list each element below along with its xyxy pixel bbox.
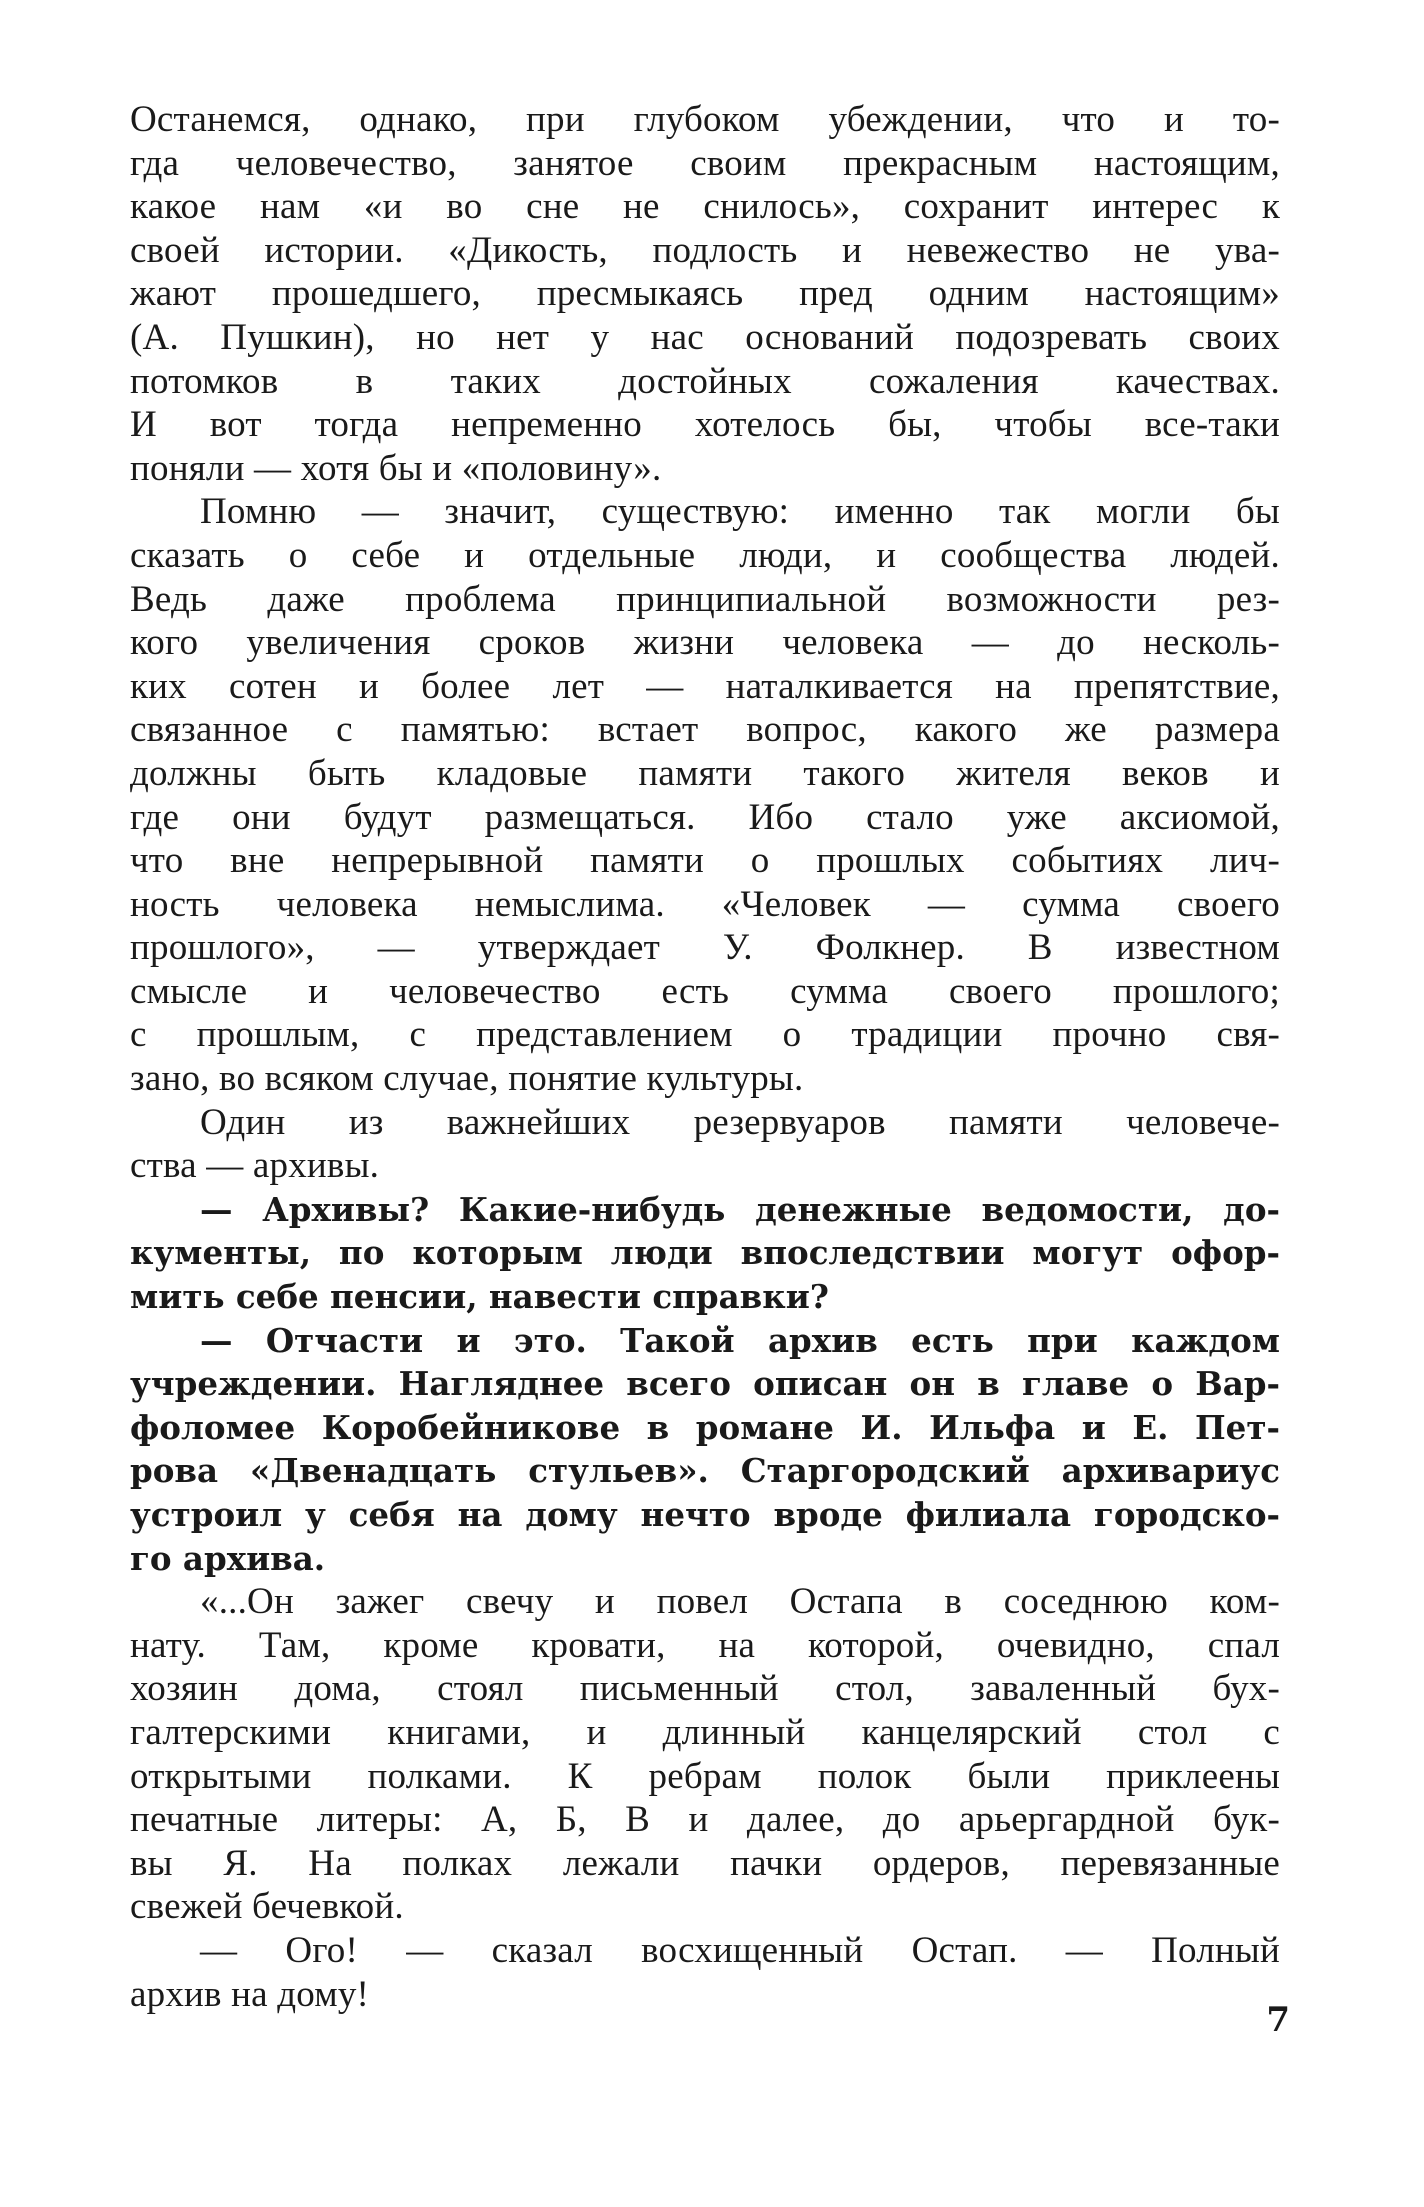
text-line: смысле и человечество есть сумма своего прошлого; bbox=[130, 970, 1280, 1012]
dialogue-answer bbox=[130, 1319, 1280, 1581]
text-line: «...Он зажег свечу и повел Остапа в соседнюю ком- bbox=[200, 1581, 1280, 1623]
paragraph-2 bbox=[130, 490, 1280, 1100]
text-line: Один из важнейших резервуаров памяти человече- bbox=[200, 1101, 1280, 1143]
text-line: архив на дому! bbox=[130, 1973, 370, 2015]
quotation-dialogue bbox=[130, 1929, 1280, 2016]
text-line: зано, во всяком случае, понятие культуры. bbox=[130, 1058, 804, 1100]
quotation-paragraph bbox=[130, 1580, 1280, 1929]
text-line: мить себе пенсии, навести справки? bbox=[130, 1277, 829, 1317]
text-line: печатные литеры: А, Б, В и далее, до арьергардной бук- bbox=[130, 1799, 1280, 1841]
text-line: Ведь даже проблема принципиальной возможности рез- bbox=[130, 578, 1280, 620]
text-line: гда человечество, занятое своим прекрасным настоящим, bbox=[130, 142, 1280, 184]
text-line: кого увеличения сроков жизни человека — до несколь- bbox=[130, 622, 1280, 664]
paragraph-3 bbox=[130, 1101, 1280, 1188]
text-line: должны быть кладовые памяти такого жителя веков и bbox=[130, 752, 1280, 794]
text-line: какое нам «и во сне не снилось», сохранит интерес к bbox=[130, 186, 1280, 228]
text-line: (А. Пушкин), но нет у нас оснований подозревать своих bbox=[130, 316, 1280, 358]
text-line: ность человека немыслима. «Человек — сумма своего bbox=[130, 883, 1280, 925]
text-line: своей истории. «Дикость, подлость и невежество не ува- bbox=[130, 229, 1280, 271]
text-line: открытыми полками. К ребрам полок были приклеены bbox=[130, 1755, 1280, 1797]
text-line: устроил у себя на дому нечто вроде филиала городско- bbox=[130, 1495, 1280, 1534]
text-line: с прошлым, с представлением о традиции прочно свя- bbox=[130, 1014, 1280, 1056]
text-line: Останемся, однако, при глубоком убеждении, что и то- bbox=[130, 99, 1280, 140]
text-line: Помню — значит, существую: именно так могли бы bbox=[200, 491, 1280, 533]
paragraph-1 bbox=[130, 98, 1280, 490]
text-line: где они будут размещаться. Ибо стало уже аксиомой, bbox=[130, 796, 1280, 838]
text-line: — Ого! — сказал восхищенный Остап. — Полный bbox=[200, 1929, 1280, 1971]
text-line: — Отчасти и это. Такой архив есть при каждом bbox=[200, 1320, 1280, 1360]
page-number: 7 bbox=[1266, 2000, 1290, 2040]
book-page bbox=[130, 98, 1280, 2016]
dialogue-question bbox=[130, 1188, 1280, 1319]
text-line: поняли — хотя бы и «половину». bbox=[130, 447, 662, 489]
text-line: И вот тогда непременно хотелось бы, чтобы все-таки bbox=[130, 404, 1280, 446]
text-line: — Архивы? Какие-нибудь денежные ведомости, до- bbox=[200, 1189, 1280, 1229]
text-line: потомков в таких достойных сожаления качествах. bbox=[130, 360, 1280, 402]
text-line: учреждении. Нагляднее всего описан он в главе о Вар- bbox=[130, 1364, 1280, 1404]
text-line: жают прошедшего, пресмыкаясь пред одним настоящим» bbox=[130, 273, 1280, 315]
text-line: фоломее Коробейникове в романе И. Ильфа и Е. Пет- bbox=[130, 1407, 1280, 1447]
text-line: связанное с памятью: встает вопрос, какого же размера bbox=[130, 709, 1280, 751]
text-line: го архива. bbox=[130, 1538, 326, 1578]
text-line: кументы, по которым люди впоследствии могут офор- bbox=[130, 1233, 1280, 1273]
text-line: свежей бечевкой. bbox=[130, 1886, 404, 1928]
text-line: галтерскими книгами, и длинный канцелярский стол с bbox=[130, 1711, 1280, 1753]
text-line: прошлого», — утверждает У. Фолкнер. В известном bbox=[130, 927, 1280, 969]
text-line: хозяин дома, стоял письменный стол, заваленный бух- bbox=[130, 1668, 1280, 1710]
text-line: нату. Там, кроме кровати, на которой, очевидно, спал bbox=[130, 1624, 1280, 1666]
text-line: ства — архивы. bbox=[130, 1145, 380, 1187]
text-line: вы Я. На полках лежали пачки ордеров, перевязанные bbox=[130, 1842, 1280, 1884]
text-line: что вне непрерывной памяти о прошлых событиях лич- bbox=[130, 840, 1280, 882]
text-line: сказать о себе и отдельные люди, и сообщества людей. bbox=[130, 534, 1280, 576]
text-line: ких сотен и более лет — наталкивается на препятствие, bbox=[130, 665, 1280, 707]
text-line: рова «Двенадцать стульев». Старгородский архивариус bbox=[130, 1451, 1280, 1491]
